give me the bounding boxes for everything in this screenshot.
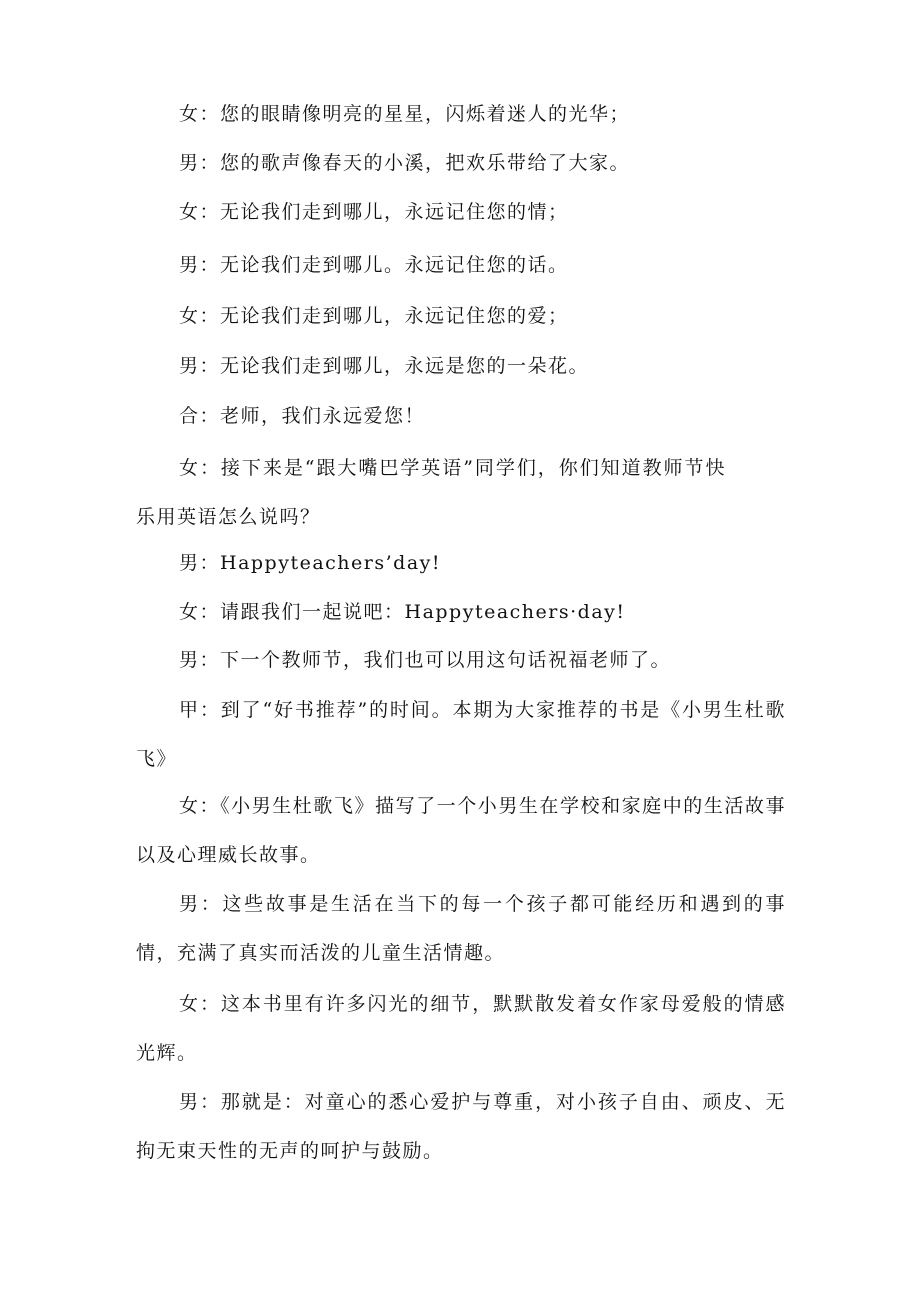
paragraph-1: 女：您的眼睛像明亮的星星，闪烁着迷人的光华； (179, 103, 631, 125)
paragraph-16: 男：那就是：对童心的悉心爱护与尊重，对小孩子自由、顽皮、无拘无束天性的无声的呵护与鼓励。 (136, 1091, 786, 1162)
paragraph-11: 男：下一个教师节，我们也可以用这句话祝福老师了。 (179, 649, 672, 671)
paragraph-15: 女：这本书里有许多闪光的细节，默默散发着女作家母爱般的情感光辉。 (136, 993, 786, 1064)
paragraph-13: 女：《小男生杜歌飞》描写了一个小男生在学校和家庭中的生活故事以及心理威长故事。 (136, 795, 786, 866)
paragraph-4: 男：无论我们走到哪儿。永远记住您的话。 (179, 254, 569, 276)
paragraph-10: 女：请跟我们一起说吧：Happyteachers·day! (179, 601, 626, 623)
paragraph-14: 男：这些故事是生活在当下的每一个孩子都可能经历和遇到的事情，充满了真实而活泼的儿童生活情趣。 (136, 893, 786, 964)
paragraph-2: 男：您的歌声像春天的小溪，把欢乐带给了大家。 (179, 152, 631, 174)
paragraph-6: 男：无论我们走到哪儿，永远是您的一朵花。 (179, 355, 590, 377)
paragraph-9: 男：Happyteachers’day! (179, 552, 442, 574)
paragraph-3: 女：无论我们走到哪儿，永远记住您的情； (179, 201, 569, 223)
paragraph-8: 女：接下来是“跟大嘴巴学英语”同学们，你们知道教师节快乐用英语怎么说吗？ (136, 457, 726, 528)
paragraph-12: 甲：到了“好书推荐”的时间。本期为大家推荐的书是《小男生杜歌飞》 (136, 699, 786, 770)
paragraph-7: 合：老师，我们永远爱您！ (179, 405, 426, 427)
paragraph-5: 女：无论我们走到哪儿，永远记住您的爱； (179, 305, 569, 327)
